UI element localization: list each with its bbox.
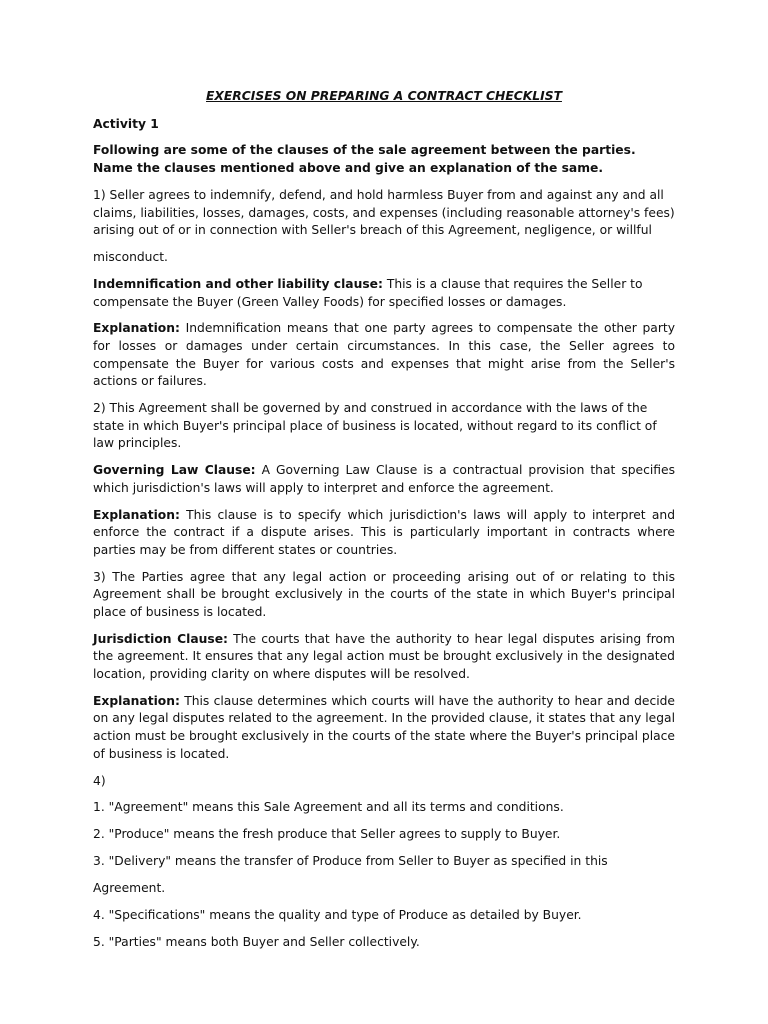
clause-1-continuation: misconduct.	[93, 250, 168, 265]
definition-item: 4. "Specifications" means the quality and type of Produce as detailed by Buyer.	[93, 908, 582, 923]
clause-1-text: 1) Seller agrees to indemnify, defend, and hold harmless Buyer from and against any and all claims, liabilities, losses, damages, costs, and expenses (including reasonable attorney's fees) arising out of or in connection with Seller's breach of this Agreement, negligence, or willful	[93, 187, 675, 238]
definition-item: 5. "Parties" means both Buyer and Seller collectively.	[93, 934, 420, 949]
instruction-text: Following are some of the clauses of the sale agreement between the parties. Name the clauses mentioned above and give an explanation of the same.	[93, 143, 636, 176]
clause-3-name-text: The courts that have the authority to hear legal disputes arising from the agreement. It ensures that any legal action must be brought exclusively in the designated location, providing clarity on where disputes will be resolved.	[93, 631, 675, 681]
definition-item: 1. "Agreement" means this Sale Agreement and all its terms and conditions.	[93, 800, 564, 815]
clause-1-explanation-label: Explanation:	[93, 321, 180, 336]
definition-item: 2. "Produce" means the fresh produce that Seller agrees to supply to Buyer.	[93, 827, 561, 842]
clause-3-name-label: Jurisdiction Clause:	[93, 631, 228, 646]
activity-heading: Activity 1	[93, 116, 159, 131]
clause-2-name	[93, 462, 675, 497]
document-page	[93, 88, 675, 961]
clause-2-text: 2) This Agreement shall be governed by and construed in accordance with the laws of the state in which Buyer's principal place of business is located, without regard to its conflict of law principles.	[93, 401, 657, 451]
clause-3-name	[93, 631, 675, 684]
clause-3-text: 3) The Parties agree that any legal action or proceeding arising out of or relating to this Agreement shall be brought exclusively in the courts of the state in which Buyer's principal place of business is located.	[93, 569, 675, 619]
clause-3-explanation-text: This clause determines which courts will have the authority to hear and decide on any legal disputes related to the agreement. In the provided clause, it states that any legal action must be brought exclusively in the courts of the state where the Buyer's principal place of business is located.	[93, 693, 675, 761]
clause-4-heading: 4)	[93, 773, 106, 788]
document-title: EXERCISES ON PREPARING A CONTRACT CHECKLIST	[206, 89, 562, 103]
clause-3-explanation-label: Explanation:	[93, 693, 180, 708]
clause-3-explanation	[93, 693, 675, 763]
clause-1-name-text: This is a clause that requires the Seller to compensate the Buyer (Green Valley Foods) for specified losses or damages.	[93, 276, 643, 309]
clause-2-explanation-label: Explanation:	[93, 507, 180, 522]
clause-1-name-label: Indemnification and other liability clause:	[93, 276, 383, 291]
definition-item-continuation: Agreement.	[93, 881, 166, 896]
clause-1-name	[93, 276, 675, 311]
clause-2-explanation-text: This clause is to specify which jurisdiction's laws will apply to interpret and enforce the contract if a dispute arises. This is particularly important in contracts where parties may be from different states or countries.	[93, 507, 675, 557]
definition-item: 3. "Delivery" means the transfer of Produce from Seller to Buyer as specified in this	[93, 854, 608, 869]
clause-2-name-text: A Governing Law Clause is a contractual provision that specifies which jurisdiction's laws will apply to interpret and enforce the agreement.	[93, 463, 676, 495]
clause-1-explanation-text: Indemnification means that one party agrees to compensate the other party for losses or damages under certain circumstances. In this case, the Seller agrees to compensate the Buyer for various costs and expenses that might arise from the Seller's actions or failures.	[93, 321, 675, 389]
clause-1-explanation	[93, 320, 675, 390]
clause-2-explanation	[93, 507, 675, 560]
clause-2-name-label: Governing Law Clause:	[93, 463, 256, 478]
